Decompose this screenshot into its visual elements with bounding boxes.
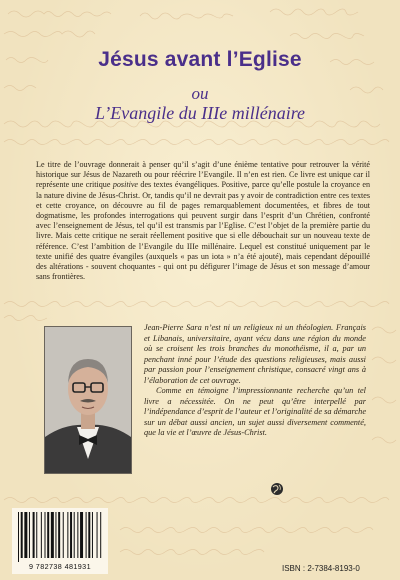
barcode-bar xyxy=(21,512,23,558)
barcode-bar xyxy=(88,512,90,558)
barcode-bar xyxy=(80,512,83,558)
barcode-bar xyxy=(77,512,78,558)
author-portrait-illustration xyxy=(45,327,131,473)
barcode-bar xyxy=(51,512,54,558)
barcode-bar xyxy=(70,512,72,558)
globe-logo-icon xyxy=(270,482,284,496)
barcode xyxy=(12,508,108,574)
barcode-bar xyxy=(63,512,64,558)
barcode-bar xyxy=(97,512,98,558)
barcode-bar xyxy=(86,512,87,558)
author-photo xyxy=(44,326,132,474)
barcode-bars xyxy=(18,512,102,562)
barcode-bar xyxy=(18,512,19,562)
book-title: Jésus avant l’Eglise xyxy=(98,48,302,71)
barcode-bar xyxy=(36,512,37,558)
barcode-bar xyxy=(45,512,46,558)
barcode-bar xyxy=(55,512,56,558)
barcode-bar xyxy=(58,512,60,558)
barcode-bar xyxy=(29,512,30,558)
barcode-bar xyxy=(67,512,68,558)
subtitle-conjunction: ou xyxy=(191,84,209,103)
isbn-number: ISBN : 2-7384-8193-0 xyxy=(282,564,360,573)
book-subtitle: L’Evangile du IIIe millénaire xyxy=(94,103,306,123)
barcode-bar xyxy=(24,512,27,558)
summary-text-part-1: Le titre de l’ouvrage donnerait à penser qu’il s’agit d’une énième tentative pour retrouver la vérité historique sur Jésus de Nazareth ou pour réécrire l’Evangile. Il n’en est rien. Ce livre est unique car il représente une critique xyxy=(36,160,370,190)
biography-paragraph: Jean-Pierre Sara n’est ni un religieux ni un théologien. Français et Libanais, universitaire, ayant vécu dans une région du monde où se croisent les trois branches du monothéisme, il a, par un penchant inné pour l’étude des questions religieuses, mais aussi par passion pour l’enseignement christique, consacré vingt ans à l’élaboration de cet ouvrage. xyxy=(144,323,366,385)
author-biography xyxy=(144,323,366,439)
barcode-bar xyxy=(41,512,42,558)
barcode-bar xyxy=(100,512,101,558)
summary-text-part-2: des textes évangéliques. Positive, parce qu’elle postule la croyance en la nature divine de Jésus-Christ. Or, tandis qu’il ne devrait pas y avoir de contradiction entre ces textes et cette croyance, on découvre au fil de pages remarquablement documentées, et fibres de tout dogmatisme, les profondes interrogations qui peuvent surgir dans l’esprit d’un Chrétien, confronté avec l’enseignement de Jésus, tel qu’il est transmis par l’Eglise. C’est l’objet de la première partie du livre. Mais cette critique ne serait réellement positive que si elle débouchait sur un nouveau texte de référence. C’est l’ambition de l’Evangile du IIIe millénaire. Lequel est constitué uniquement par le texte unifié des quatre évangiles (auxquels « pas un iota » n’a été ajouté), mais cependant dépouillé des altérations - souvent choquantes - qui ont pu défigurer l’image de Jésus et son message d’amour sans frontières. xyxy=(36,180,370,282)
summary-emphasis: positive xyxy=(112,180,139,190)
book-summary xyxy=(36,160,370,282)
biography-paragraph: Comme en témoigne l’impressionnante recherche qu’un tel livre a nécessitée. On ne peut qu’être interpellé par l’indépendance d’esprit de l’auteur et l’originalité de sa démarche sur un débat aussi ancien, un sujet aussi diversement commenté, que la vie et l’œuvre de Jésus-Christ. xyxy=(144,386,366,437)
barcode-number: 9 782738 481931 xyxy=(29,562,91,571)
barcode-bar xyxy=(92,512,93,558)
barcode-bar xyxy=(74,512,75,558)
barcode-bar xyxy=(47,512,49,558)
barcode-bar xyxy=(33,512,35,558)
